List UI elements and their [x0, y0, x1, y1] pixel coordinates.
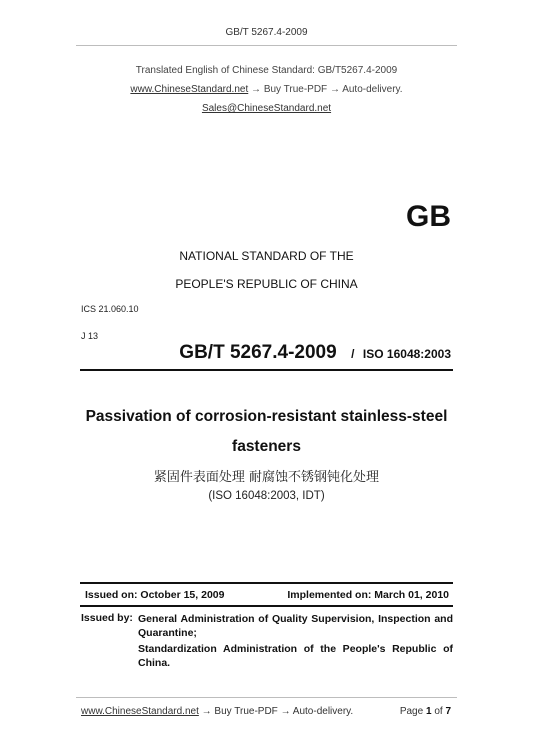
gb-logo-mark: GB: [406, 200, 451, 233]
page-current: 1: [425, 706, 432, 717]
dates-bottom-rule: [80, 605, 453, 607]
iso-number: ISO 16048:2003: [362, 347, 451, 361]
running-header: GB/T 5267.4-2009: [225, 27, 308, 38]
document-title-line2: fasteners: [232, 438, 301, 455]
arrow-icon: →: [201, 706, 212, 717]
footer-delivery-text: Auto-delivery.: [292, 706, 354, 717]
footer-site-link[interactable]: www.ChineseStandard.net: [81, 706, 199, 717]
page-indicator: [400, 706, 451, 717]
document-title-line1: Passivation of corrosion-resistant stainless-steel: [85, 408, 448, 425]
footer-buy-text: Buy True-PDF: [214, 706, 278, 717]
arrow-icon: →: [329, 84, 340, 95]
issued-date: Issued on: October 15, 2009: [85, 589, 225, 601]
translation-note: Translated English of Chinese Standard: GB/T5267.4-2009: [135, 65, 398, 76]
site-link[interactable]: www.ChineseStandard.net: [130, 84, 249, 95]
page-total: 7: [445, 706, 451, 717]
page-label: Page: [399, 706, 424, 717]
arrow-icon: →: [251, 84, 262, 95]
gbt-number: GB/T 5267.4-2009: [179, 342, 337, 363]
arrow-icon: →: [280, 706, 291, 717]
chinese-title: 紧固件表面处理 耐腐蚀不锈钢钝化处理: [153, 470, 380, 485]
header-divider: [76, 45, 457, 46]
adoption-note: (ISO 16048:2003, IDT): [208, 490, 325, 502]
standard-number: [179, 342, 451, 364]
ccs-code: J 13: [81, 331, 99, 341]
implemented-date: Implemented on: March 01, 2010: [287, 589, 449, 601]
title-rule: [80, 369, 453, 371]
purchase-line: [0, 84, 533, 95]
ics-code: ICS 21.060.10: [81, 304, 139, 314]
buy-text: Buy True-PDF: [263, 84, 328, 95]
national-standard-line1: NATIONAL STANDARD OF THE: [179, 249, 354, 263]
email-line: [0, 103, 533, 114]
page-of: of: [434, 706, 443, 717]
dates-top-rule: [80, 582, 453, 584]
number-separator: /: [351, 347, 355, 361]
footer-purchase-line: [81, 706, 353, 717]
delivery-text: Auto-delivery.: [342, 84, 403, 95]
email-link[interactable]: Sales@ChineseStandard.net: [201, 103, 332, 114]
national-standard-line2: PEOPLE'S REPUBLIC OF CHINA: [175, 277, 358, 291]
issued-by-label: Issued by:: [81, 612, 133, 624]
issuer-sac: Standardization Administration of the People's Republic of China.: [138, 643, 453, 669]
footer-divider: [76, 697, 457, 698]
issuer-aqsiq: General Administration of Quality Supervision, Inspection and Quarantine;: [138, 613, 453, 639]
